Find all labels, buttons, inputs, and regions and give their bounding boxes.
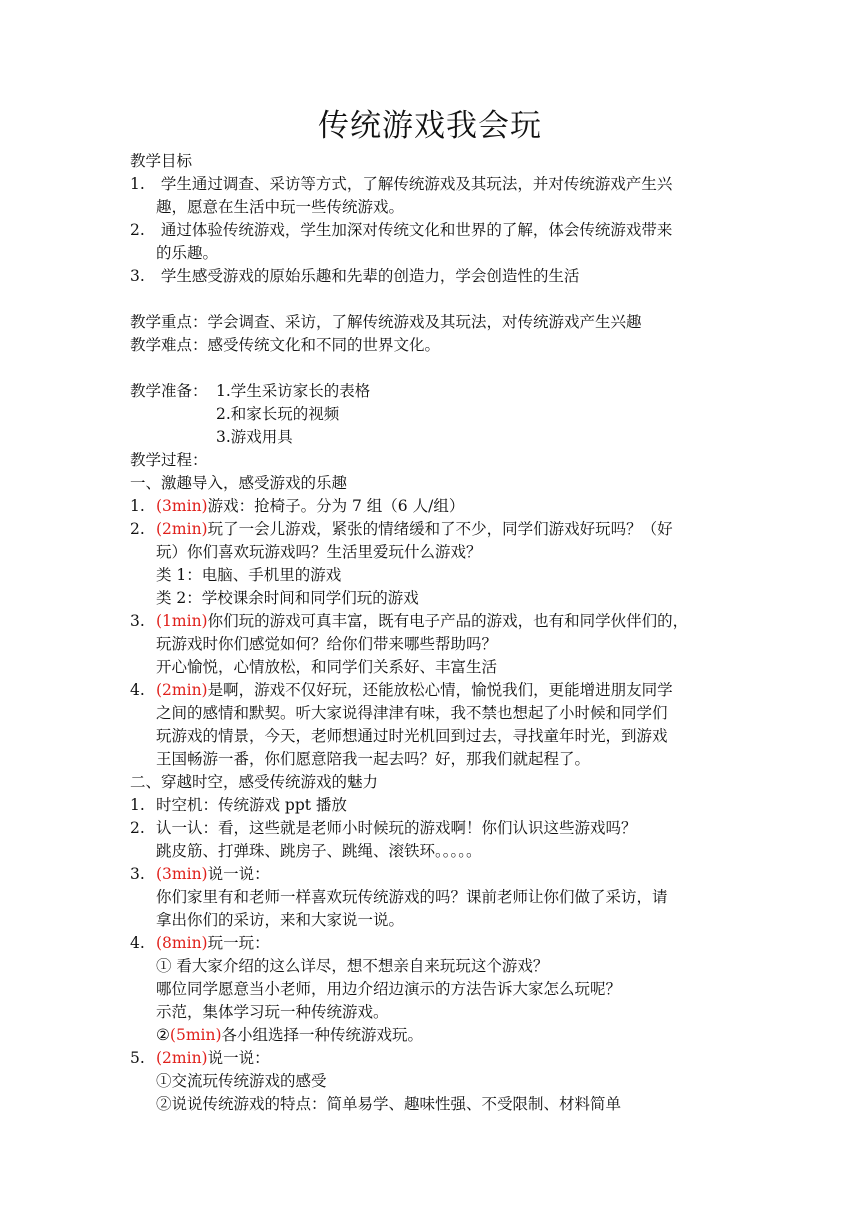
step-time: (1min) bbox=[156, 612, 208, 630]
step-time: (2min) bbox=[156, 681, 208, 699]
step-text: 时空机：传统游戏 ppt 播放 bbox=[156, 796, 347, 814]
objective-item bbox=[130, 265, 732, 288]
step-time: (2min) bbox=[156, 520, 208, 538]
step-item bbox=[130, 1047, 732, 1116]
spacer bbox=[130, 357, 732, 380]
step-item bbox=[130, 794, 732, 817]
step-text-cont: 之间的感情和默契。听大家说得津津有味，我不禁也想起了小时候和同学们 bbox=[156, 704, 668, 722]
step-number: 5. bbox=[130, 1049, 145, 1067]
sub-step-time: (5min) bbox=[169, 1026, 222, 1044]
step-time: (3min) bbox=[156, 865, 208, 883]
step-number: 4. bbox=[130, 681, 145, 699]
step-text-cont: 类 2：学校课余时间和同学们玩的游戏 bbox=[156, 589, 419, 607]
sub-step-text: 各小组选择一种传统游戏玩。 bbox=[221, 1026, 424, 1044]
step-item bbox=[130, 495, 732, 518]
step-number: 4. bbox=[130, 934, 145, 952]
objective-number: 1. bbox=[130, 175, 145, 193]
step-text-cont: ①交流玩传统游戏的感受 bbox=[156, 1072, 327, 1090]
step-text-cont: ① 看大家介绍的这么详尽，想不想亲自来玩玩这个游戏？ bbox=[156, 957, 549, 975]
step-text: 说一说： bbox=[207, 1049, 270, 1067]
step-text-cont: 拿出你们的采访，来和大家说一说。 bbox=[156, 911, 405, 929]
sub-step-prefix: ② bbox=[156, 1026, 170, 1044]
objective-text: 学生通过调查、采访等方式，了解传统游戏及其玩法，并对传统游戏产生兴 bbox=[156, 175, 673, 193]
step-text-cont: 哪位同学愿意当小老师，用边介绍边演示的方法告诉大家怎么玩呢？ bbox=[156, 980, 622, 998]
step-item bbox=[130, 679, 732, 771]
step-item bbox=[130, 518, 732, 610]
step-time: (2min) bbox=[156, 1049, 208, 1067]
preparation-item: 2.和家长玩的视频 bbox=[216, 405, 340, 423]
objective-text: 学生感受游戏的原始乐趣和先辈的创造力，学会创造性的生活 bbox=[156, 267, 580, 285]
step-number: 3. bbox=[130, 612, 145, 630]
step-text-cont: 玩游戏时你们感觉如何？给你们带来哪些帮助吗？ bbox=[156, 635, 498, 653]
step-text-cont: 开心愉悦，心情放松，和同学们关系好、丰富生活 bbox=[156, 658, 498, 676]
step-item bbox=[130, 932, 732, 1047]
objective-item bbox=[130, 219, 732, 265]
step-number: 3. bbox=[130, 865, 145, 883]
section1-heading: 一、激趣导入，感受游戏的乐趣 bbox=[130, 474, 348, 492]
document-title: 传统游戏我会玩 bbox=[318, 108, 542, 144]
objective-number: 2. bbox=[130, 221, 145, 239]
step-text-cont: 类 1：电脑、手机里的游戏 bbox=[156, 566, 342, 584]
step-item bbox=[130, 863, 732, 932]
step-text-cont: 玩游戏的情景，今天，老师想通过时光机回到过去，寻找童年时光，到游戏 bbox=[156, 727, 668, 745]
step-text-cont: 你们家里有和老师一样喜欢玩传统游戏的吗？课前老师让你们做了采访，请 bbox=[156, 888, 668, 906]
step-time: (3min) bbox=[156, 497, 208, 515]
objective-number: 3. bbox=[130, 267, 145, 285]
preparation-item: 3.游戏用具 bbox=[216, 428, 293, 446]
preparation bbox=[130, 380, 732, 403]
step-text: 玩了一会儿游戏，紧张的情绪缓和了不少，同学们游戏好玩吗？（好 bbox=[207, 520, 673, 538]
section2-heading: 二、穿越时空，感受传统游戏的魅力 bbox=[130, 773, 379, 791]
document-body bbox=[130, 150, 732, 1116]
preparation-item: 1.学生采访家长的表格 bbox=[216, 382, 371, 400]
step-text-cont: 王国畅游一番，你们愿意陪我一起去吗？好，那我们就起程了。 bbox=[156, 750, 591, 768]
step-number: 2. bbox=[130, 819, 145, 837]
step-text-cont: ②说说传统游戏的特点：简单易学、趣味性强、不受限制、材料简单 bbox=[156, 1095, 622, 1113]
objective-text-cont: 趣，愿意在生活中玩一些传统游戏。 bbox=[156, 198, 405, 216]
step-text: 玩一玩： bbox=[207, 934, 270, 952]
step-text-cont: 玩）你们喜欢玩游戏吗？生活里爱玩什么游戏？ bbox=[156, 543, 482, 561]
key-point: 教学重点：学会调查、采访，了解传统游戏及其玩法，对传统游戏产生兴趣 bbox=[130, 313, 642, 331]
step-item bbox=[130, 817, 732, 863]
step-text-cont: 示范，集体学习玩一种传统游戏。 bbox=[156, 1003, 389, 1021]
step-text-cont: 跳皮筋、打弹珠、跳房子、跳绳、滚铁环。。。。。 bbox=[156, 842, 482, 860]
step-number: 2. bbox=[130, 520, 145, 538]
step-text: 游戏：抢椅子。分为 7 组（6 人/组） bbox=[207, 497, 465, 515]
step-text: 是啊，游戏不仅好玩，还能放松心情，愉悦我们，更能增进朋友同学 bbox=[207, 681, 673, 699]
process-heading: 教学过程： bbox=[130, 451, 208, 469]
objectives-heading: 教学目标 bbox=[130, 152, 193, 170]
difficult-point: 教学难点：感受传统文化和不同的世界文化。 bbox=[130, 336, 441, 354]
step-number: 1. bbox=[130, 796, 145, 814]
step-text: 你们玩的游戏可真丰富，既有电子产品的游戏，也有和同学伙伴们的， bbox=[207, 612, 689, 630]
step-number: 1. bbox=[130, 497, 145, 515]
step-text: 认一认：看，这些就是老师小时候玩的游戏啊！你们认识这些游戏吗？ bbox=[156, 819, 637, 837]
objective-text: 通过体验传统游戏，学生加深对传统文化和世界的了解，体会传统游戏带来 bbox=[156, 221, 673, 239]
objective-text-cont: 的乐趣。 bbox=[156, 244, 219, 262]
preparation-label: 教学准备： bbox=[130, 382, 208, 400]
spacer bbox=[130, 288, 732, 311]
step-text: 说一说： bbox=[207, 865, 270, 883]
step-time: (8min) bbox=[156, 934, 208, 952]
step-item bbox=[130, 610, 732, 679]
objective-item bbox=[130, 173, 732, 219]
